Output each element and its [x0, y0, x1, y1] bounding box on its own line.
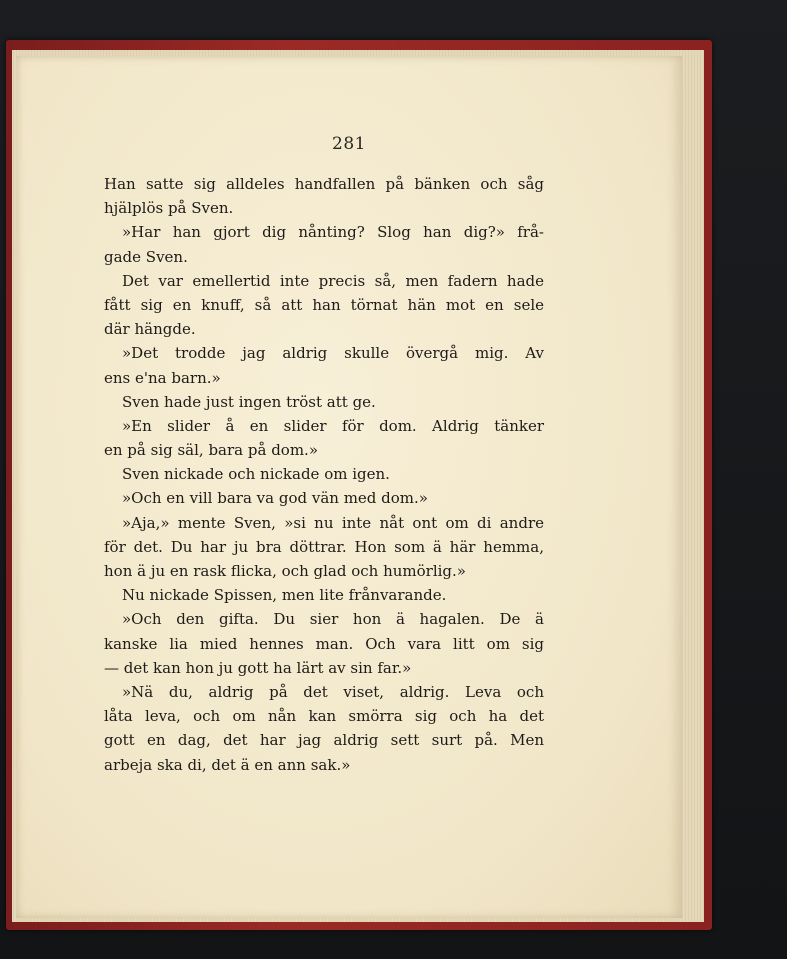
- text-line: en på sig säl, bara på dom.»: [104, 441, 318, 460]
- text-line: Sven nickade och nickade om igen.: [122, 465, 390, 484]
- text-line: »Och den gifta. Du sier hon ä hagalen. De ä: [122, 610, 544, 629]
- text-line: ens e'na barn.»: [104, 368, 221, 387]
- text-line: »Nä du, aldrig på det viset, aldrig. Leva och: [122, 682, 544, 701]
- text-line: där hängde.: [104, 320, 196, 339]
- text-line: Det var emellertid inte precis så, men fadern hade: [122, 271, 544, 290]
- text-line: Nu nickade Spissen, men lite frånvarande.: [122, 586, 447, 605]
- text-line: låta leva, och om nån kan smörra sig och ha det: [104, 707, 544, 726]
- text-line: fått sig en knuff, så att han törnat hän mot en sele: [104, 295, 544, 314]
- text-line: — det kan hon ju gott ha lärt av sin far.»: [104, 658, 412, 677]
- book-page: [16, 56, 682, 918]
- text-line: hjälplös på Sven.: [104, 199, 234, 218]
- text-line: »Det trodde jag aldrig skulle övergå mig. Av: [122, 344, 544, 363]
- text-line: hon ä ju en rask flicka, och glad och humörlig.»: [104, 562, 466, 580]
- text-line: gade Sven.: [104, 247, 188, 266]
- text-line: gott en dag, det har jag aldrig sett surt på. Men: [104, 731, 544, 750]
- text-line: »En slider å en slider för dom. Aldrig tänker: [122, 416, 544, 435]
- text-line: »Aja,» mente Sven, »si nu inte nåt ont om di andre: [122, 513, 544, 532]
- page-text: [104, 172, 544, 777]
- text-line: Han satte sig alldeles handfallen på bänken och såg: [104, 175, 544, 193]
- text-line: Sven hade just ingen tröst att ge.: [122, 392, 376, 411]
- text-line: »Och en vill bara va god vän med dom.»: [122, 489, 428, 508]
- text-line: för det. Du har ju bra döttrar. Hon som ä här hemma,: [104, 537, 544, 556]
- page-number: 281: [332, 134, 366, 154]
- text-line: arbeja ska di, det ä en ann sak.»: [104, 755, 351, 774]
- text-line: kanske lia mied hennes man. Och vara litt om sig: [104, 634, 544, 653]
- text-line: »Har han gjort dig nånting? Slog han dig?» frå-: [122, 223, 544, 242]
